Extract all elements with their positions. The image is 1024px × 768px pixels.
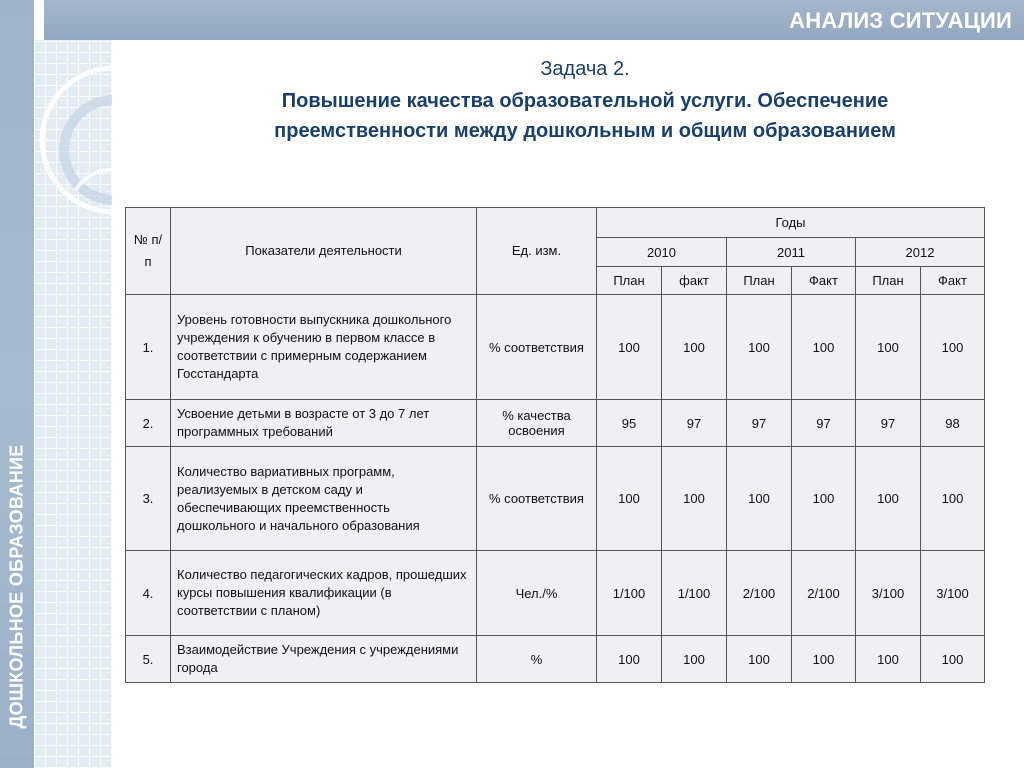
header-year-2012: 2012 <box>856 238 985 267</box>
table-row <box>126 551 985 636</box>
row-value: 100 <box>727 447 792 551</box>
row-value: 100 <box>597 447 662 551</box>
row-value: 100 <box>856 295 921 400</box>
side-section-label-text: ДОШКОЛЬНОЕ ОБРАЗОВАНИЕ <box>6 443 27 729</box>
header-years: Годы <box>597 208 985 238</box>
row-value: 2/100 <box>727 551 792 636</box>
row-value: 100 <box>662 636 727 683</box>
row-value: 100 <box>921 447 985 551</box>
row-value: 100 <box>792 636 856 683</box>
header-sub-plan: План <box>856 267 921 295</box>
row-unit: % <box>477 636 597 683</box>
top-header-bar <box>44 0 1024 40</box>
table-row <box>126 400 985 447</box>
row-value: 100 <box>856 447 921 551</box>
header-sub-plan: План <box>727 267 792 295</box>
header-year-2010: 2010 <box>597 238 727 267</box>
row-indicator: Количество педагогических кадров, прошедших курсы повышения квалификации (в соответствии с планом) <box>171 551 477 636</box>
header-indicator: Показатели деятельности <box>171 208 477 295</box>
task-heading <box>120 86 1024 146</box>
row-value: 100 <box>792 447 856 551</box>
row-indicator: Уровень готовности выпускника дошкольного учреждения к обучению в первом классе в соответствии с примерным содержанием Госстандарта <box>171 295 477 400</box>
row-value: 100 <box>597 636 662 683</box>
row-value: 100 <box>921 636 985 683</box>
task-heading-line-2: преемственности между дошкольным и общим образованием <box>274 120 896 142</box>
row-value: 95 <box>597 400 662 447</box>
header-year-2011: 2011 <box>727 238 856 267</box>
task-heading-line-1: Повышение качества образовательной услуги. Обеспечение <box>281 90 889 112</box>
row-value: 97 <box>727 400 792 447</box>
table-row <box>126 295 985 400</box>
row-value: 3/100 <box>921 551 985 636</box>
row-value: 98 <box>921 400 985 447</box>
decorative-arcs-icon <box>34 40 112 768</box>
row-num: 1. <box>126 295 171 400</box>
row-value: 100 <box>662 447 727 551</box>
header-sub-plan: План <box>597 267 662 295</box>
row-value: 97 <box>792 400 856 447</box>
row-value: 100 <box>727 295 792 400</box>
row-num: 5. <box>126 636 171 683</box>
row-num: 4. <box>126 551 171 636</box>
header-sub-fact: факт <box>662 267 727 295</box>
table-row <box>126 636 985 683</box>
row-num: 2. <box>126 400 171 447</box>
header-unit: Ед. изм. <box>477 208 597 295</box>
row-value: 100 <box>662 295 727 400</box>
table-row <box>126 447 985 551</box>
row-unit: % соответствия <box>477 295 597 400</box>
task-label: Задача 2. <box>540 58 630 80</box>
row-indicator: Взаимодействие Учреждения с учреждениями города <box>171 636 477 683</box>
indicators-table <box>125 207 985 683</box>
row-value: 100 <box>921 295 985 400</box>
section-title: АНАЛИЗ СИТУАЦИИ <box>789 8 1012 33</box>
row-value: 100 <box>727 636 792 683</box>
decorative-grid-pattern <box>34 40 112 768</box>
row-value: 1/100 <box>662 551 727 636</box>
row-unit: Чел./% <box>477 551 597 636</box>
side-section-label <box>4 432 30 740</box>
header-sub-fact: Факт <box>921 267 985 295</box>
row-indicator: Усвоение детьми в возрасте от 3 до 7 лет программных требований <box>171 400 477 447</box>
row-indicator: Количество вариативных программ, реализуемых в детском саду и обеспечивающих преемственность дошкольного и начального образования <box>171 447 477 551</box>
row-value: 97 <box>856 400 921 447</box>
row-unit: % соответствия <box>477 447 597 551</box>
row-value: 3/100 <box>856 551 921 636</box>
row-value: 100 <box>856 636 921 683</box>
header-sub-fact: Факт <box>792 267 856 295</box>
row-value: 100 <box>792 295 856 400</box>
row-value: 2/100 <box>792 551 856 636</box>
header-num: № п/п <box>126 208 171 295</box>
row-value: 1/100 <box>597 551 662 636</box>
row-value: 97 <box>662 400 727 447</box>
row-unit: % качества освоения <box>477 400 597 447</box>
row-value: 100 <box>597 295 662 400</box>
row-num: 3. <box>126 447 171 551</box>
